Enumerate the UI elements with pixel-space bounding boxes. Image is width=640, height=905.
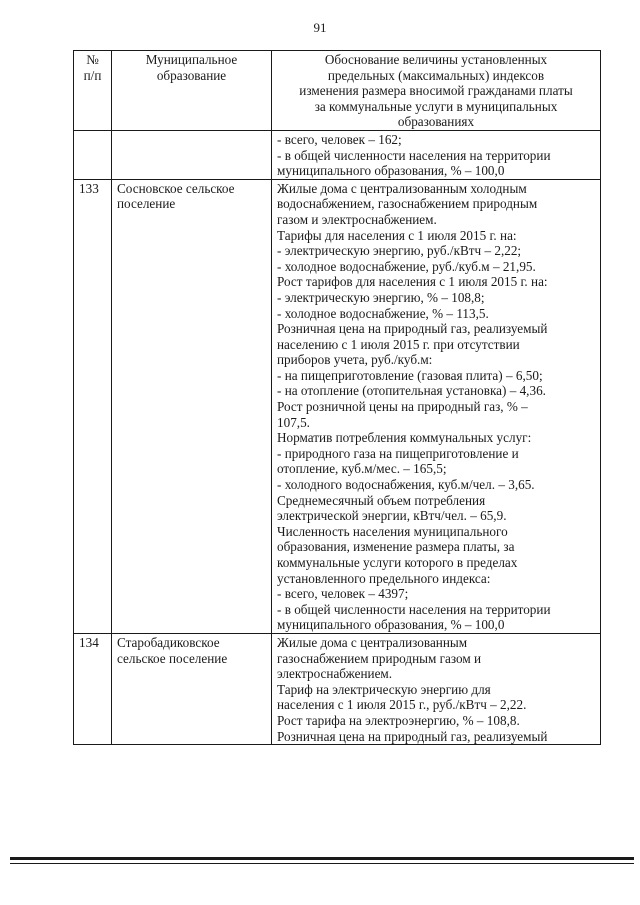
justification-text-line: газом и электроснабжением. [277,211,437,227]
table-header-row [74,51,601,131]
footer-rule-thin [10,863,634,864]
justification-text-line: Рост розничной цены на природный газ, % – [277,399,528,415]
justification-text-line: Численность населения муниципального [277,523,508,539]
row-number: 134 [74,633,112,744]
tariff-table [73,50,601,745]
municipality-name [112,633,272,744]
justification-text-line: - на отопление (отопительная установка) – 4,36. [277,383,546,399]
justification-text-line: Жилые дома с централизованным холодным [277,180,527,196]
justification-text-line: - электрическую энергию, % – 108,8; [277,289,485,305]
justification-text-line: отопление, куб.м/мес. – 165,5; [277,461,447,477]
header-text-line: образованиях [397,114,475,130]
header-text-line: предельных (максимальных) индексов [327,67,545,83]
justification-text-line: водоснабжением, газоснабжением природным [277,196,538,212]
justification-text-line: образования, изменение размера платы, за [277,539,515,555]
justification-text-line: - на пищеприготовление (газовая плита) – 6,50; [277,367,543,383]
justification-text-line: - в общей численности населения на территории [277,147,551,163]
header-text-line: образование [156,67,227,83]
justification-text-line: муниципального образования, % – 100,0 [277,163,505,179]
justification-text-line: электроснабжением. [277,666,393,682]
footer-rule-thick [10,857,634,860]
page-number: 91 [313,20,327,35]
justification-text-line: газоснабжением природным газом и [277,650,482,666]
table-row [74,130,601,179]
municipality-text-line: поселение [117,196,176,212]
justification-text-line: - всего, человек – 4397; [277,586,409,602]
justification-text-line: населению с 1 июля 2015 г. при отсутствии [277,336,520,352]
municipality-text-line: Сосновское сельское [117,180,235,196]
header-text-line: № [86,52,99,67]
header-municipality [112,51,272,131]
justification-text-line: Жилые дома с централизованным [277,634,468,650]
justification-text [272,633,601,744]
justification-text-line: Тариф на электрическую энергию для [277,681,491,697]
row-number: 133 [74,179,112,633]
justification-text-line: Среднемесячный объем потребления [277,492,486,508]
table-row [74,633,601,744]
justification-text [272,130,601,179]
justification-text-line: Розничная цена на природный газ, реализуемый [277,321,548,337]
header-text-line: за коммунальные услуги в муниципальных [314,98,558,114]
justification-text-line: - холодное водоснабжение, % – 113,5. [277,305,489,321]
row-number [74,130,112,179]
municipality-text-line: сельское поселение [117,650,228,666]
municipality-text-line: Старобадиковское [117,634,220,650]
justification-text [272,179,601,633]
justification-text-line: - в общей численности населения на территории [277,601,551,617]
justification-text-line: электрической энергии, кВтч/чел. – 65,9. [277,508,507,524]
justification-text-line: - холодное водоснабжение, руб./куб.м – 21,95. [277,258,536,274]
justification-text-line: - электрическую энергию, руб./кВтч – 2,22; [277,243,522,259]
justification-text-line: Тарифы для населения с 1 июля 2015 г. на: [277,227,517,243]
justification-text-line: приборов учета, руб./куб.м: [277,352,433,368]
header-number [74,51,112,131]
justification-text-line: - всего, человек – 162; [277,131,402,147]
header-text-line: изменения размера вносимой гражданами платы [299,83,573,99]
justification-text-line: 107,5. [277,414,310,430]
municipality-name [112,130,272,179]
justification-text-line: Розничная цена на природный газ, реализуемый [277,728,548,744]
municipality-name [112,179,272,633]
header-text-line: Муниципальное [145,52,238,67]
justification-text-line: коммунальные услуги которого в пределах [277,555,518,570]
justification-text-line: муниципального образования, % – 100,0 [277,617,505,633]
justification-text-line: - холодного водоснабжения, куб.м/чел. – 3,65. [277,477,535,493]
justification-text-line: установленного предельного индекса: [277,570,491,586]
header-text-line: п/п [83,67,102,83]
justification-text-line: населения с 1 июля 2015 г., руб./кВтч – 2,22. [277,697,527,713]
justification-text-line: - природного газа на пищеприготовление и [277,445,519,461]
justification-text-line: Рост тарифов для населения с 1 июля 2015 г. на: [277,274,548,290]
header-justification [272,51,601,131]
justification-text-line: Рост тарифа на электроэнергию, % – 108,8. [277,712,520,728]
justification-text-line: Норматив потребления коммунальных услуг: [277,430,532,446]
table-row [74,179,601,633]
header-text-line: Обоснование величины установленных [324,52,548,67]
